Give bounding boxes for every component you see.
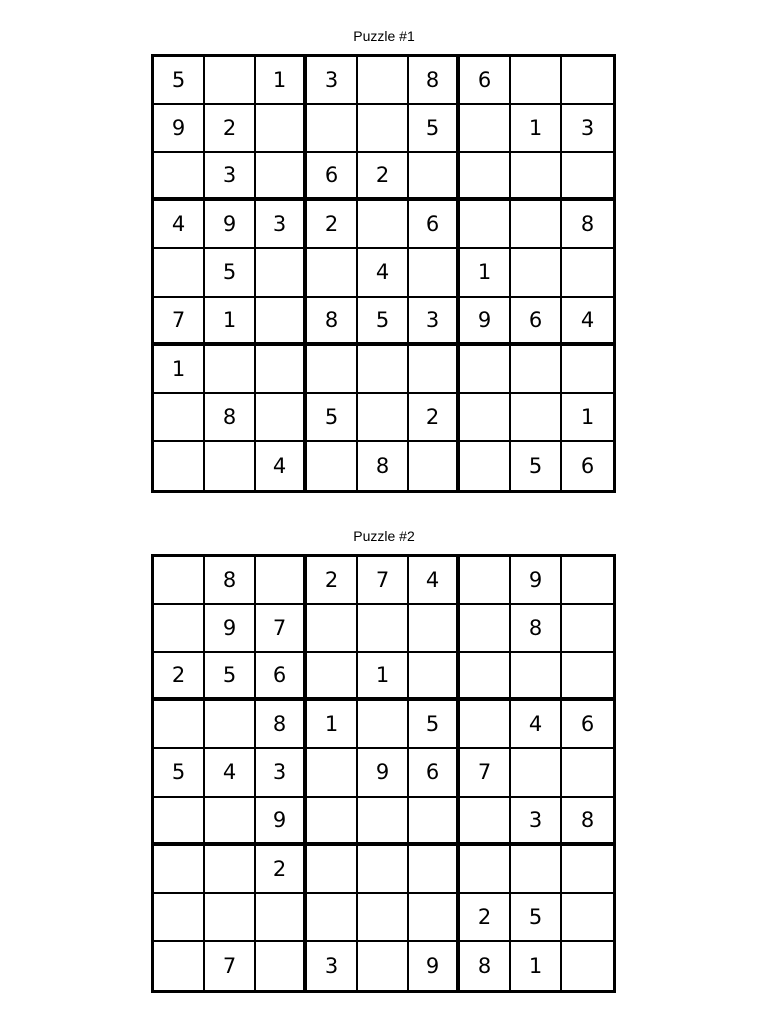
sudoku-cell-empty[interactable] — [256, 346, 307, 394]
sudoku-cell-empty[interactable] — [358, 57, 409, 105]
sudoku-cell-given[interactable]: 1 — [154, 346, 205, 394]
sudoku-cell-given[interactable]: 9 — [460, 298, 511, 346]
sudoku-cell-empty[interactable] — [511, 749, 562, 797]
sudoku-cell-given[interactable]: 5 — [511, 894, 562, 942]
sudoku-cell-empty[interactable] — [562, 942, 613, 990]
sudoku-cell-given[interactable]: 1 — [511, 105, 562, 153]
sudoku-cell-given[interactable]: 7 — [205, 942, 256, 990]
sudoku-cell-empty[interactable] — [256, 894, 307, 942]
sudoku-cell-given[interactable]: 1 — [256, 57, 307, 105]
sudoku-cell-empty[interactable] — [511, 394, 562, 442]
sudoku-cell-given[interactable]: 6 — [562, 701, 613, 749]
sudoku-cell-empty[interactable] — [256, 105, 307, 153]
sudoku-cell-empty[interactable] — [154, 557, 205, 605]
sudoku-cell-given[interactable]: 8 — [358, 442, 409, 490]
sudoku-cell-given[interactable]: 3 — [511, 798, 562, 846]
sudoku-cell-empty[interactable] — [511, 846, 562, 894]
sudoku-cell-given[interactable]: 9 — [256, 798, 307, 846]
sudoku-cell-empty[interactable] — [307, 846, 358, 894]
sudoku-cell-empty[interactable] — [256, 298, 307, 346]
sudoku-cell-given[interactable]: 8 — [409, 57, 460, 105]
sudoku-cell-given[interactable]: 3 — [205, 153, 256, 201]
sudoku-cell-given[interactable]: 6 — [256, 653, 307, 701]
sudoku-cell-empty[interactable] — [511, 653, 562, 701]
sudoku-cell-given[interactable]: 6 — [460, 57, 511, 105]
sudoku-cell-given[interactable]: 9 — [358, 749, 409, 797]
sudoku-cell-given[interactable]: 4 — [205, 749, 256, 797]
sudoku-cell-empty[interactable] — [307, 346, 358, 394]
sudoku-cell-empty[interactable] — [307, 105, 358, 153]
sudoku-cell-empty[interactable] — [205, 701, 256, 749]
sudoku-cell-given[interactable]: 9 — [154, 105, 205, 153]
sudoku-cell-empty[interactable] — [256, 249, 307, 297]
sudoku-cell-given[interactable]: 9 — [409, 942, 460, 990]
sudoku-cell-given[interactable]: 2 — [358, 153, 409, 201]
puzzle-2-title: Puzzle #2 — [353, 528, 415, 544]
sudoku-grid-2 — [151, 554, 616, 993]
sudoku-cell-empty[interactable] — [562, 557, 613, 605]
sudoku-cell-given[interactable]: 6 — [409, 201, 460, 249]
sudoku-cell-given[interactable]: 1 — [511, 942, 562, 990]
sudoku-cell-empty[interactable] — [307, 894, 358, 942]
sudoku-cell-empty[interactable] — [409, 653, 460, 701]
sudoku-cell-given[interactable]: 4 — [154, 201, 205, 249]
sudoku-cell-given[interactable]: 2 — [460, 894, 511, 942]
sudoku-cell-empty[interactable] — [562, 846, 613, 894]
sudoku-cell-given[interactable]: 8 — [460, 942, 511, 990]
sudoku-cell-empty[interactable] — [409, 153, 460, 201]
sudoku-cell-given[interactable]: 7 — [460, 749, 511, 797]
sudoku-cell-empty[interactable] — [562, 605, 613, 653]
sudoku-cell-empty[interactable] — [409, 442, 460, 490]
sudoku-cell-empty[interactable] — [409, 798, 460, 846]
sudoku-cell-given[interactable]: 8 — [511, 605, 562, 653]
sudoku-cell-empty[interactable] — [460, 394, 511, 442]
sudoku-cell-empty[interactable] — [562, 249, 613, 297]
sudoku-cell-empty[interactable] — [409, 605, 460, 653]
sudoku-cell-given[interactable]: 2 — [205, 105, 256, 153]
sudoku-cell-empty[interactable] — [511, 57, 562, 105]
sudoku-cell-given[interactable]: 6 — [511, 298, 562, 346]
sudoku-cell-given[interactable]: 6 — [580, 453, 595, 478]
sudoku-cell-given[interactable]: 3 — [256, 749, 307, 797]
sudoku-cell-empty[interactable] — [154, 894, 205, 942]
sudoku-cell-given[interactable]: 4 — [409, 557, 460, 605]
sudoku-cell-given[interactable]: 1 — [358, 653, 409, 701]
sudoku-cell-empty[interactable] — [154, 846, 205, 894]
sudoku-cell-empty[interactable] — [562, 153, 613, 201]
sudoku-cell-empty[interactable] — [358, 201, 409, 249]
sudoku-cell-empty[interactable] — [562, 894, 613, 942]
sudoku-cell-empty[interactable] — [460, 442, 511, 490]
sudoku-cell-empty[interactable] — [460, 153, 511, 201]
sudoku-cell-given[interactable]: 3 — [256, 201, 307, 249]
sudoku-cell-given[interactable]: 1 — [307, 701, 358, 749]
sudoku-cell-empty[interactable] — [358, 105, 409, 153]
sudoku-cell-given[interactable]: 4 — [256, 442, 307, 490]
sudoku-cell-given[interactable]: 8 — [205, 557, 256, 605]
sudoku-cell-empty[interactable] — [358, 798, 409, 846]
sudoku-cell-empty[interactable] — [562, 653, 613, 701]
sudoku-cell-given[interactable]: 8 — [562, 201, 613, 249]
puzzle-1-title: Puzzle #1 — [353, 28, 415, 44]
sudoku-cell-empty[interactable] — [154, 249, 205, 297]
sudoku-cell-empty[interactable] — [358, 846, 409, 894]
sudoku-cell-empty[interactable] — [460, 653, 511, 701]
sudoku-cell-empty[interactable] — [154, 942, 205, 990]
sudoku-cell-empty[interactable] — [154, 394, 205, 442]
sudoku-cell-given[interactable]: 3 — [562, 105, 613, 153]
sudoku-cell-given[interactable]: 2 — [256, 846, 307, 894]
sudoku-cell-empty[interactable] — [154, 798, 205, 846]
sudoku-cell-empty[interactable] — [307, 653, 358, 701]
sudoku-cell-empty[interactable] — [205, 57, 256, 105]
sudoku-cell-given[interactable]: 3 — [307, 57, 358, 105]
sudoku-cell-given[interactable]: 1 — [562, 394, 613, 442]
sudoku-cell-empty[interactable] — [154, 605, 205, 653]
sudoku-cell-empty[interactable] — [307, 749, 358, 797]
sudoku-cell-empty[interactable] — [358, 942, 409, 990]
sudoku-cell-given[interactable]: 4 — [358, 249, 409, 297]
sudoku-cell-empty[interactable] — [256, 153, 307, 201]
sudoku-cell-given[interactable]: 8 — [562, 798, 613, 846]
sudoku-cell-given[interactable]: 5 — [205, 653, 256, 701]
sudoku-cell-empty[interactable] — [409, 346, 460, 394]
sudoku-cell-given[interactable]: 5 — [409, 701, 460, 749]
sudoku-cell-empty[interactable] — [358, 394, 409, 442]
sudoku-cell-empty[interactable] — [409, 846, 460, 894]
sudoku-cell-given[interactable]: 6 — [409, 749, 460, 797]
sudoku-cell-given[interactable]: 2 — [307, 201, 358, 249]
sudoku-cell-empty[interactable] — [205, 346, 256, 394]
sudoku-cell-given[interactable]: 4 — [562, 298, 613, 346]
sudoku-cell-empty[interactable] — [256, 394, 307, 442]
sudoku-cell-empty[interactable] — [205, 442, 256, 490]
sudoku-cell-given[interactable]: 7 — [358, 557, 409, 605]
sudoku-cell-given[interactable]: 2 — [307, 557, 358, 605]
sudoku-cell-empty[interactable] — [460, 557, 511, 605]
sudoku-cell-empty[interactable] — [460, 105, 511, 153]
sudoku-cell-empty[interactable] — [460, 346, 511, 394]
sudoku-cell-empty[interactable] — [511, 201, 562, 249]
sudoku-cell-given[interactable]: 8 — [256, 701, 307, 749]
sudoku-cell-given[interactable]: 5 — [307, 394, 358, 442]
sudoku-cell-given[interactable]: 3 — [307, 942, 358, 990]
sudoku-cell-given[interactable]: 7 — [256, 605, 307, 653]
sudoku-cell-empty[interactable] — [154, 442, 205, 490]
sudoku-cell-empty[interactable] — [409, 249, 460, 297]
sudoku-cell-empty[interactable] — [511, 153, 562, 201]
sudoku-cell-given[interactable]: 1 — [205, 298, 256, 346]
sudoku-cell-given[interactable]: 8 — [205, 394, 256, 442]
sudoku-cell-empty[interactable] — [307, 605, 358, 653]
sudoku-cell-empty[interactable] — [562, 57, 613, 105]
sudoku-cell-empty[interactable] — [154, 701, 205, 749]
sudoku-cell-empty[interactable] — [205, 846, 256, 894]
sudoku-cell-given[interactable]: 3 — [409, 298, 460, 346]
sudoku-cell-given[interactable]: 5 — [409, 105, 460, 153]
sudoku-cell-given[interactable]: 1 — [460, 249, 511, 297]
sudoku-cell-empty[interactable] — [409, 894, 460, 942]
sudoku-cell-empty[interactable] — [562, 346, 613, 394]
sudoku-cell-empty[interactable] — [460, 201, 511, 249]
sudoku-cell-empty[interactable] — [358, 346, 409, 394]
sudoku-cell-empty[interactable] — [358, 894, 409, 942]
sudoku-cell-given[interactable]: 5 — [511, 442, 562, 490]
sudoku-cell-given[interactable]: 2 — [409, 394, 460, 442]
sudoku-cell-empty[interactable] — [460, 701, 511, 749]
sudoku-cell-given[interactable]: 4 — [511, 701, 562, 749]
sudoku-cell-empty[interactable] — [154, 153, 205, 201]
sudoku-cell-empty[interactable] — [358, 701, 409, 749]
sudoku-cell-empty[interactable] — [307, 249, 358, 297]
sudoku-cell-empty[interactable] — [205, 798, 256, 846]
sudoku-cell-given[interactable]: 8 — [307, 298, 358, 346]
sudoku-cell-given[interactable]: 5 — [154, 749, 205, 797]
sudoku-cell-empty[interactable] — [256, 557, 307, 605]
sudoku-cell-empty[interactable] — [511, 249, 562, 297]
sudoku-cell-given[interactable]: 5 — [205, 249, 256, 297]
sudoku-cell-empty[interactable] — [358, 605, 409, 653]
sudoku-cell-empty[interactable] — [256, 942, 307, 990]
sudoku-cell-given[interactable]: 6 — [307, 153, 358, 201]
sudoku-cell-empty[interactable] — [307, 442, 358, 490]
sudoku-cell-empty[interactable] — [460, 798, 511, 846]
sudoku-cell-given[interactable]: 2 — [154, 653, 205, 701]
sudoku-cell-given[interactable]: 5 — [154, 57, 205, 105]
sudoku-cell-empty[interactable] — [307, 798, 358, 846]
sudoku-cell-given[interactable]: 9 — [205, 201, 256, 249]
sudoku-grid-1 — [151, 54, 616, 493]
sudoku-cell-empty[interactable] — [460, 605, 511, 653]
sudoku-cell-empty[interactable] — [562, 749, 613, 797]
sudoku-cell-empty[interactable] — [460, 846, 511, 894]
sudoku-cell-empty[interactable] — [511, 346, 562, 394]
sudoku-cell-given[interactable]: 9 — [511, 557, 562, 605]
sudoku-cell-given[interactable]: 5 — [358, 298, 409, 346]
sudoku-cell-given[interactable]: 7 — [154, 298, 205, 346]
sudoku-cell-given[interactable]: 9 — [205, 605, 256, 653]
sudoku-cell-empty[interactable] — [205, 894, 256, 942]
